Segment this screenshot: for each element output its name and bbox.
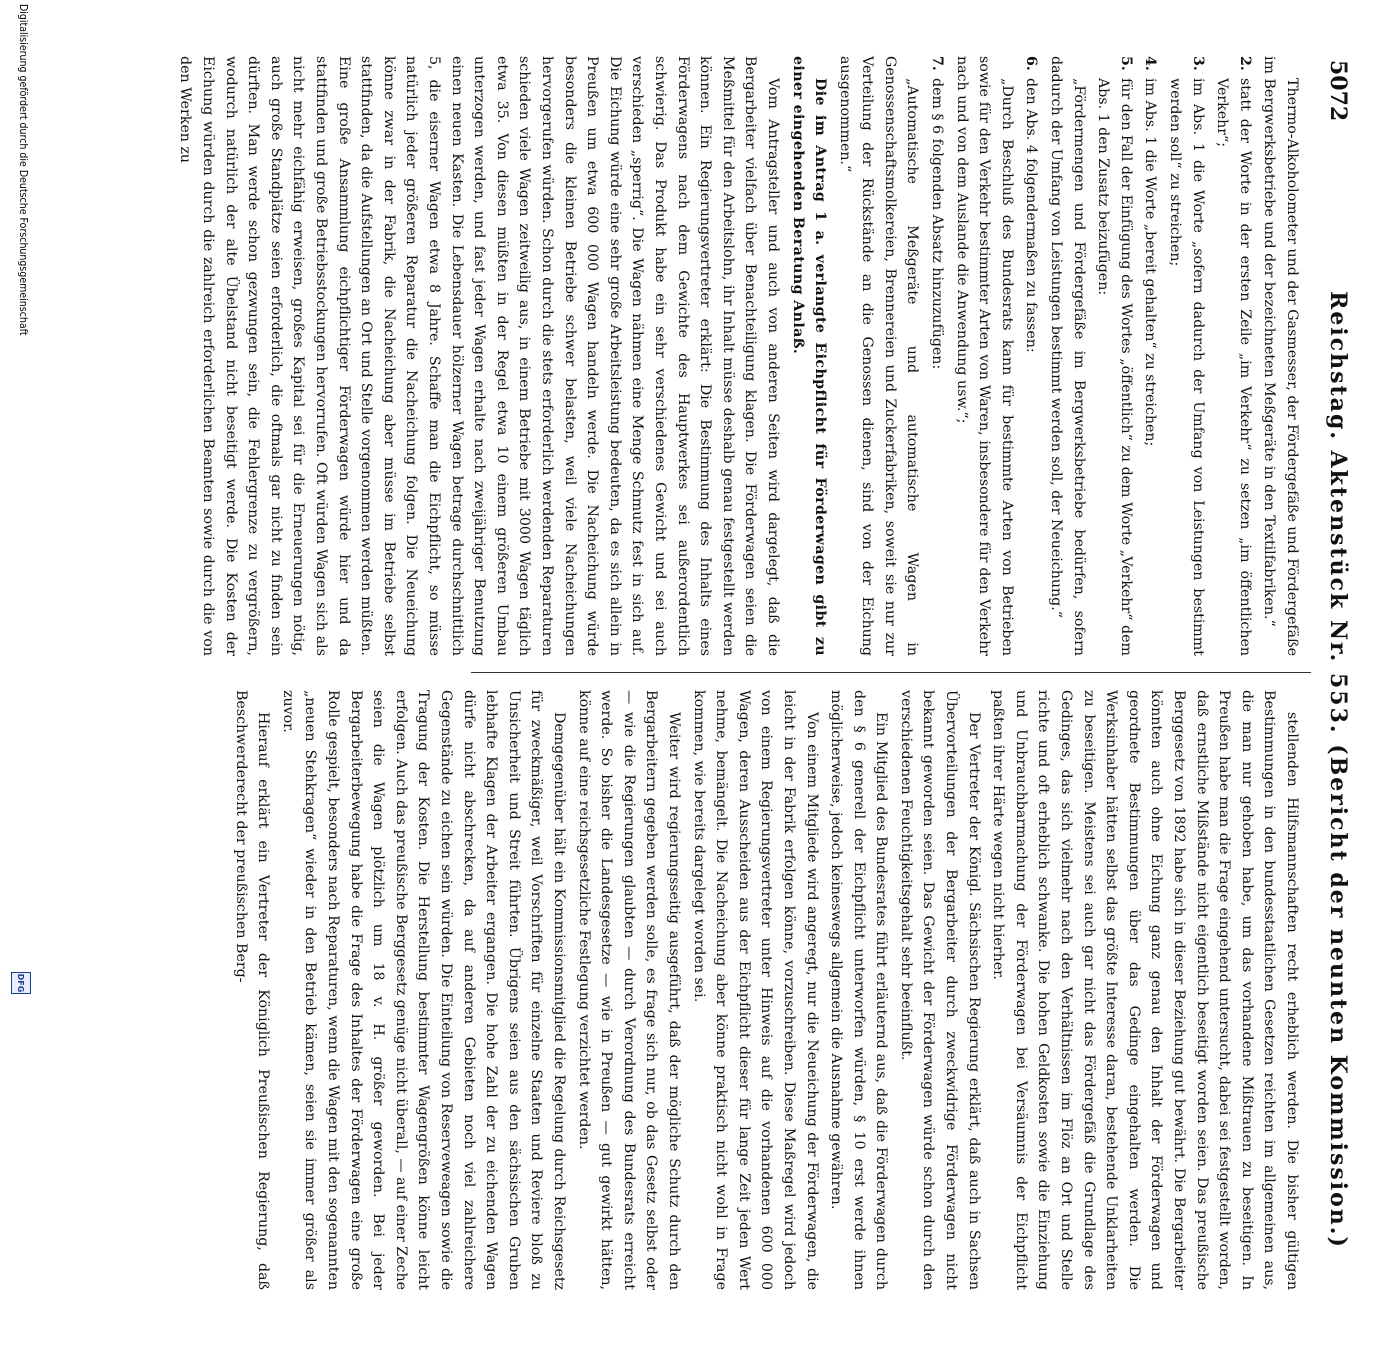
paragraph: Vom Antragsteller und auch von anderen Seiten wird dargelegt, daß die Bergarbeiter vielfach über Benachteiligung klagen. Die Förderwagen seien die Meßmittel für den Arbeitslohn, ihr Inhalt müsse deshalb genau festgestellt werden können. Ein Regierungsvertreter erklärt: Die Bestimmung des Inhalts eines Förderwagens nach dem Gewichte des Hauptwerkes sei außerordentlich schwierig. Das Produkt habe ein sehr verschiedenes Gewicht und sei auch verschieden „sperrig“. Die Wagen nähmen eine Menge Schmutz fest in sich auf. Die Eichung würde eine sehr große Arbeitsleistung bedeuten, da es sich allein in Preußen um etwa 600 000 Wagen handeln werde. Die Nacheichung würde besonders die kleinen Betriebe schwer belasten, weil viele Nacheichungen hervorgerufen würden. Schon durch die stets erforderlich werdenden Reparaturen schieden viele Wagen zeitweilig aus, in einem Betriebe mit 3000 Wagen täglich etwa 35. Von diesen müßten in der Regel etwa 10 einem größeren Umbau unterzogen werden, und fast jeder Wagen erhalte nach zweijähriger Benutzung einen neuen Kasten. Die Lebensdauer hölzerner Wagen betrage durchschnittlich 5, die eiserner Wagen etwa 8 Jahre. Schaffe man die Eichpflicht, so müsse natürlich jeder größeren Reparatur die Nacheichung folgen. Die Neueichung könne zwar in der Fabrik, die Nacheichung aber müsse im Betriebe selbst stattfinden, da die Aufstellungen an Ort und Stelle vorgenommen werden müßten. Eine große Ansammlung eichpflichtiger Förderwagen würde hier und da stattfinden und große Betriebsstockungen hervorrufen. Oft würden Wagen sich als nicht mehr eichfähig erweisen, großes Kapital sei für die Erneuerungen nötig, auch große Standplätze seien erforderlich, die oftmals gar nicht zu finden sein dürften. Man werde schon gezwungen sein, die Fehlergrenze zu vergrößern, wodurch natürlich der alte Übelstand nicht beseitigt werde. Die Kosten der Eichung würden durch die zahlreich erforderlichen Beamten sowie durch die von den Werken zu (177, 56, 781, 656)
paragraph (1211, 56, 1256, 656)
item-text: im Abs. 1 die Worte „sofern dadurch der Umfang von Leistungen bestimmt werden soll“ zu streichen; (1167, 78, 1206, 656)
paragraph: Demgegenüber hält ein Kommissionsmitglied die Regelung durch Reichsgesetz für zweckmäßiger, weil Vorschriften für einzelne Staaten und Reviere bloß zu Unsicherheit und Streit führten. Übrigens seien aus den sächsischen Gruben lebhafte Klagen der Arbeiter ergangen. Die hohe Zahl der zu eichenden Wagen dürfe nicht abschrecken, da auf anderen Gebieten noch viel zahlreichere Gegenstände zu eichen sein würden. Die Einteilung von Reserveweagen sowie die Tragung der Kosten. Die Herstellung bestimmter Wagengrößen könne leicht erfolgen. Auch das preußische Berggesetz genüge nicht überall, — auf einer Zeche seien die Wagen plötzlich um 18 v. H. größer geworden. Bei jeder Bergarbeiterbewegung habe die Frage des Inhaltes der Förderwagen eine große Rolle gespielt, besonders nach Reparaturen, wenn die Wagen mit den sogenannten „neuen Stehkragen“ wieder in den Betrieb kämen, seien sie immer größer als zuvor. (279, 690, 567, 1290)
page-number: 5072 (1325, 60, 1351, 122)
item-number: 5. (1117, 56, 1134, 71)
paragraph: Ein Mitglied des Bundesrates führt erläuternd aus, daß die Förderwagen durch den § 6 generell der Eichpflicht unterworfen würden, § 10 erst werde ihnen möglicherweise, jedoch keineswegs allgemein die Ausnahme gewähren. (828, 690, 890, 1290)
paragraph (926, 56, 949, 656)
paragraph: „Durch Beschluß des Bundesrats kann für bestimmte Arten von Betrieben sowie für den Verkehr bestimmter Arten von Waren, insbesondere für den Verkehr nach und von dem Auslande die Anwendung usw.“; (953, 56, 1015, 656)
paragraph: „Fördermengen und Fördergefäße im Bergwerksbetriebe bedürfen, sofern dadurch der Umfang von Leistungen bestimmt werden soll, der Neueichung.“ (1048, 56, 1087, 656)
paragraph (1092, 56, 1137, 656)
paragraph: Weiter wird regierungsseitig ausgeführt, daß der mögliche Schutz durch den Bergarbeitern gegeben werden solle, es frage sich nur, ob das Gesetz selbst oder — wie die Regierungen glaubten — durch Verordnung des Bundesrats erreicht werde. So bisher die Landesgesetze — wie in Preußen — gut gewirkt hätten, könne auf eine reichsgesetzliche Festlegung verzichtet werden. (575, 690, 682, 1290)
item-number: 7. (929, 56, 946, 71)
paragraph: Der Vertreter der Königl. Sächsischen Regierung erklärt, daß auch in Sachsen Übervorteilungen der Bergarbeiter durch zweckwidrige Förderwagen nicht bekannt geworden seien. Das Gewicht der Förderwagen würde schon durch den verschiedenen Feuchtigkeitsgehalt sehr beeinflußt. (897, 690, 982, 1290)
running-title: Reichstag. Aktenstück Nr. 553. (Bericht der neunten Kommission.) (1325, 291, 1351, 1249)
digitization-credit: Digitalisierung gefördert durch die Deutsche Forschungsgemeinschaft (17, 4, 29, 336)
paragraph: stellenden Hilfsmannschaften recht erheblich werden. Die bisher gültigen Bestimmungen in den bundesstaatlichen Gesetzen reichten im allgemeinen aus, die man nur gehoben habe, um das vorhandene Mißtrauen zu beseitigen. In Preußen habe man die Frage eingehend untersucht, dabei sei festgestellt worden, daß ernstliche Mißstände nicht eigentlich beseitigt worden seien. Das preußische Berggesetz von 1892 habe sich in dieser Beziehung gut bewährt. Die Bergarbeiter könnten auch ohne Eichung ganz genau den Inhalt der Förderwagen und geordnete Bestimmungen über das Gedinge eingehalten werden. Die Werksinhaber hätten selbst das größte Interesse daran, bestehende Unklarheiten zu beseitigen. Meistens sei auch gar nicht das Fördergefäß die Grundlage des Gedinges, das sich vielmehr nach den Verhältnissen im Flöz an Ort und Stelle richte und oft erheblich schwanke. Die hohen Geldkosten sowie die Einziehung und Unbrauchbarmachung der Förderwagen bei Versäumnis der Eichpflicht paßten ihrer Härte wegen nicht hierher. (990, 690, 1300, 1290)
item-number: 6. (1023, 56, 1040, 71)
item-text: statt der Worte in der ersten Zeile „im Verkehr“ zu setzen „im öffentlichen Verkehr“; (1214, 78, 1253, 656)
paragraph (1020, 56, 1043, 656)
item-text: für den Fall der Einfügung des Wortes „öffentlich“ zu dem Worte „Verkehr“ dem Abs. 1 den Zusatz beizufügen: (1095, 78, 1134, 656)
dfg-logo: DFG (11, 972, 31, 994)
item-number: 3. (1189, 56, 1206, 71)
page-header (1319, 60, 1357, 1360)
paragraph: Thermo-Alkoholometer und der Gasmesser, der Fördergefäße und Fördergefäße im Bergwerksbetriebe und der bezeichneten Meßgeräte in den Textilfabriken.“ (1261, 56, 1300, 656)
right-column (232, 690, 1303, 1290)
item-text: im Abs. 1 die Worte „bereit gehalten“ zu streichen; (1142, 78, 1159, 447)
paragraph: „Automatische Meßgeräte und automatische Wagen in Genossenschaftsmolkereien, Brennereien und Zuckerfabriken, soweit sie nur zur Verteilung der Rückstände an die Genossen dienen, sind von der Eichung ausgenommen.“ (836, 56, 921, 656)
item-text: den Abs. 4 folgendermaßen zu fassen: (1023, 78, 1040, 353)
item-number: 4. (1142, 56, 1159, 71)
left-column (177, 56, 1303, 656)
paragraph: Hierauf erklärt ein Vertreter der Königlich Preußischen Regierung, daß Beschwerderecht der preußischen Berg- (232, 690, 272, 1290)
paragraph (1163, 56, 1208, 656)
page-footer (9, 4, 33, 994)
column-divider (471, 672, 1311, 673)
item-text: dem § 6 folgenden Absatz hinzuzufügen: (929, 78, 946, 370)
item-number: 2. (1236, 56, 1253, 71)
paragraph: Die im Antrag 1 a. verlangte Eichpflicht für Förderwagen gibt zu einer eingehenden Beratung Anlaß. (789, 56, 829, 656)
paragraph (1139, 56, 1162, 656)
paragraph: Von einem Mitgliede wird angeregt, nur die Neueichung der Förderwagen, die leicht in der Fabrik erfolgen könne, vorzuschreiben. Diese Maßregel wird jedoch von einem Regierungsvertreter unter Hinweis auf die vorhandenen 600 000 Wagen, deren Ausscheiden aus der Eichpflicht dieser für lange Zeit jeden Wert nehme, bemängelt. Die Nacheichung aber könne praktisch nicht wohl in Frage kommen, wie bereits dargelegt worden sei. (690, 690, 820, 1290)
